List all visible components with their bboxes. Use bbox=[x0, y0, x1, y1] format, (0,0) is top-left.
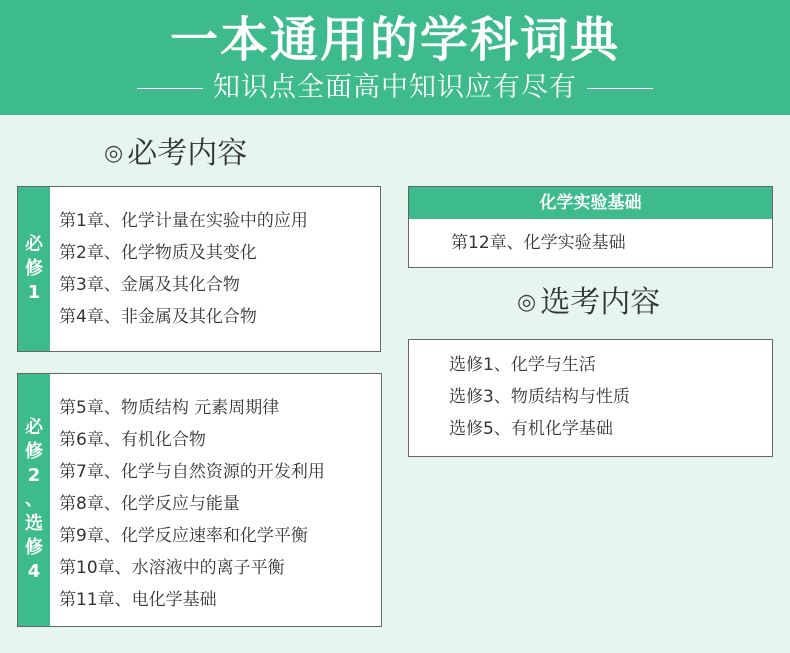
page-subtitle: 知识点全面高中知识应有尽有 bbox=[213, 72, 577, 103]
list-item: 第1章、化学计量在实验中的应用 bbox=[59, 211, 308, 231]
book2-chapter-list bbox=[59, 392, 325, 616]
list-item: 第7章、化学与自然资源的开发利用 bbox=[59, 462, 325, 482]
list-item: 选修5、有机化学基础 bbox=[449, 419, 613, 439]
experiment-box bbox=[408, 186, 773, 268]
side-char: 4 bbox=[27, 561, 41, 582]
bullseye-icon: ◎ bbox=[104, 141, 124, 166]
side-char: 、 bbox=[25, 489, 43, 510]
page-title: 一本通用的学科词典 bbox=[169, 12, 620, 68]
elective-list bbox=[449, 349, 630, 445]
list-item: 选修3、物质结构与性质 bbox=[449, 387, 630, 407]
side-char: 2 bbox=[27, 465, 41, 486]
experiment-heading: 化学实验基础 bbox=[409, 187, 772, 219]
list-item: 第9章、化学反应速率和化学平衡 bbox=[59, 526, 308, 546]
divider-left bbox=[137, 88, 203, 89]
book1-side-label bbox=[18, 187, 50, 351]
list-item: 第11章、电化学基础 bbox=[59, 590, 217, 610]
elective-section-title bbox=[517, 283, 660, 323]
list-item: 第10章、水溶液中的离子平衡 bbox=[59, 558, 285, 578]
side-char: 1 bbox=[27, 282, 41, 303]
list-item: 第6章、有机化合物 bbox=[59, 430, 206, 450]
side-char: 修 bbox=[25, 537, 43, 558]
list-item: 第12章、化学实验基础 bbox=[451, 233, 626, 253]
list-item: 第2章、化学物质及其变化 bbox=[59, 243, 257, 263]
bullseye-icon: ◎ bbox=[517, 290, 537, 315]
divider-right bbox=[587, 88, 653, 89]
required-section-label: 必考内容 bbox=[127, 136, 248, 171]
side-char: 选 bbox=[25, 513, 43, 534]
book2-side-label bbox=[18, 374, 50, 626]
book1-chapter-list bbox=[59, 205, 308, 333]
side-char: 必 bbox=[25, 417, 43, 438]
book2-box bbox=[17, 373, 382, 627]
list-item: 选修1、化学与生活 bbox=[449, 355, 596, 375]
list-item: 第8章、化学反应与能量 bbox=[59, 494, 240, 514]
elective-section-label: 选考内容 bbox=[540, 285, 661, 320]
book1-box bbox=[17, 186, 381, 352]
required-section-title bbox=[104, 134, 247, 174]
electives-box bbox=[408, 339, 773, 457]
header-banner bbox=[0, 0, 790, 115]
list-item: 第3章、金属及其化合物 bbox=[59, 275, 240, 295]
list-item: 第5章、物质结构 元素周期律 bbox=[59, 398, 280, 418]
side-char: 修 bbox=[25, 441, 43, 462]
experiment-chapter-list bbox=[451, 227, 626, 259]
list-item: 第4章、非金属及其化合物 bbox=[59, 307, 257, 327]
subtitle-row bbox=[0, 70, 790, 106]
side-char: 必 bbox=[25, 234, 43, 255]
side-char: 修 bbox=[25, 258, 43, 279]
